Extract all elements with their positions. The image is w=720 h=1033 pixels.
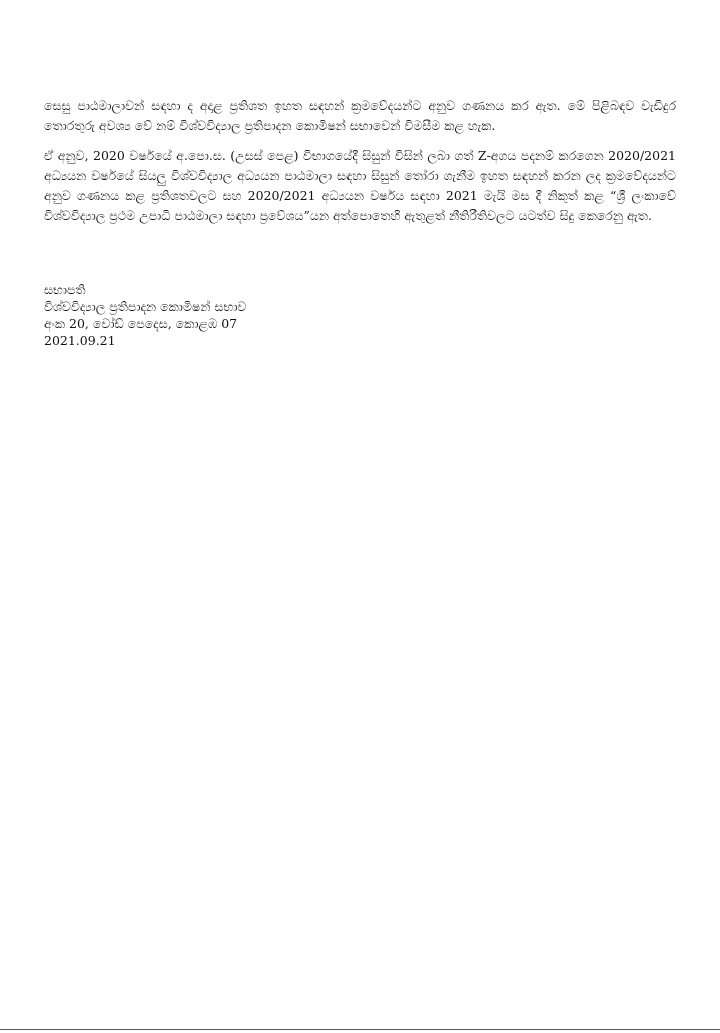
paragraph-1: සෙසු පාඨමාලාවන් සඳහා ද අදාළ ප්‍රතිශත ඉහත සඳහන් ක්‍රමවේදයන්ට අනුව ගණනය කර ඇත. මේ පිළිබඳව වැඩිදුර තොරතුරු අවශ්‍ය වේ නම් විශ්වවිද්‍යාල ප්‍රතිපාදන කොමිෂන් සභාවෙන් විමසීම කළ හැක.: [44, 98, 676, 133]
signature-block: [44, 281, 444, 349]
paragraph-2: ඒ අනුව, 2020 වර්ෂයේ අ.පො.ස. (උසස් පෙළ) විභාගයේදී සිසුන් විසින් ලබා ගත් Z-අගය පදනම් කරගෙන 2020/2021 අධ්‍යයන වර්ෂයේ සියලු විශ්වවිද්‍යාල අධ්‍යයන පාඨමාලා සඳහා සිසුන් තෝරා ගැනීම ඉහත සඳහන් කරන ලද ක්‍රමවේදයන්ට අනුව ගණනය කළ ප්‍රතිශතවලට සහ 2020/2021 අධ්‍යයන වර්ෂය සඳහා 2021 මැයි මස දී නිකුත් කළ “ශ්‍රී ලංකාවේ විශ්වවිද්‍යාල ප්‍රථම උපාධි පාඨමාලා සඳහා ප්‍රවේශය”යන අත්පොතෙහි ඇතුළත් නීතිරීතිවලට යටත්ව සිදු කෙරෙනු ඇත.: [44, 148, 676, 223]
document-body: [44, 96, 676, 226]
signatory-title: සභාපති: [44, 282, 86, 297]
bottom-border: [0, 1029, 720, 1030]
document-date: 2021.09.21: [44, 333, 116, 348]
signatory-organization: විශ්වවිද්‍යාල ප්‍රතිපාදන කොමිෂන් සභාව: [44, 299, 247, 314]
signatory-address: අංක 20, වෝඩ් පෙදෙස, කොළඹ 07: [44, 316, 238, 331]
